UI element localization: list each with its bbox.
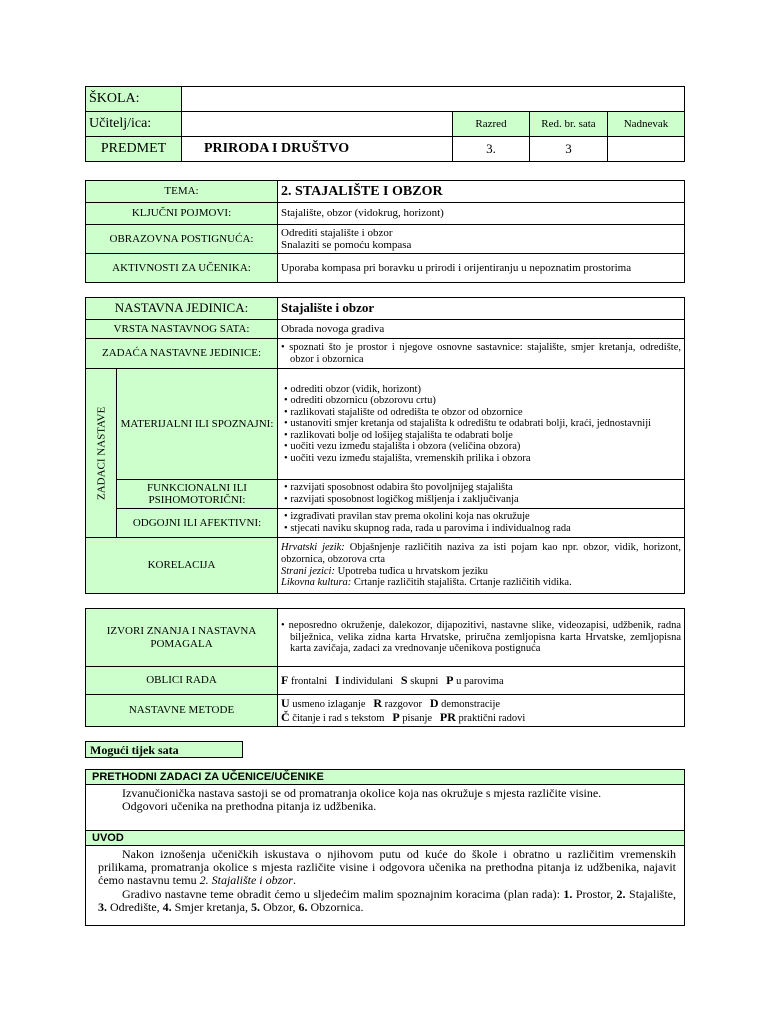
korelacija-strani-text: Upotreba tuđica u hrvatskom jeziku bbox=[334, 565, 489, 577]
prethodni-zadaci-heading: PRETHODNI ZADACI ZA UČENICE/UČENIKE bbox=[86, 770, 685, 785]
oblik-value: skupni bbox=[410, 675, 439, 687]
plan-num: 3. bbox=[98, 899, 107, 914]
materijalni-item: • uočiti vezu između stajališta, vremenskih prilika i obzora bbox=[281, 453, 681, 465]
funkcionalni-label: FUNKCIONALNI ILI PSIHOMOTORIČNI: bbox=[117, 480, 278, 509]
korelacija-label: KORELACIJA bbox=[86, 538, 278, 594]
funkcionalni-list bbox=[278, 480, 685, 509]
odgojni-list bbox=[278, 509, 685, 538]
plan-item: Prostor, bbox=[575, 886, 614, 901]
korelacija-likovna-title: Likovna kultura: bbox=[281, 577, 352, 589]
metoda-value: praktični radovi bbox=[458, 712, 526, 724]
metoda-key: U bbox=[281, 695, 290, 710]
oblik-value: u parovima bbox=[456, 675, 504, 687]
metoda-value: pisanje bbox=[402, 712, 433, 724]
plan-num: 5. bbox=[250, 899, 260, 914]
ucitelj-label: Učitelj/ica: bbox=[86, 112, 182, 137]
materijalni-list bbox=[278, 369, 685, 480]
predmet-label: PREDMET bbox=[86, 137, 182, 162]
razred-value: 3. bbox=[453, 137, 530, 162]
ucitelj-value[interactable] bbox=[182, 112, 453, 137]
nastavne-metode-label: NASTAVNE METODE bbox=[86, 695, 278, 727]
oblici-rada-value bbox=[278, 667, 685, 695]
izvori-label: IZVORI ZNANJA I NASTAVNA POMAGALA bbox=[86, 609, 278, 667]
metoda-key: Č bbox=[281, 709, 290, 724]
materijalni-item: • ustanoviti smjer kretanja od stajališta k odredištu te odabrati bolji, kraći, jednostavniji bbox=[281, 418, 681, 430]
nastavna-jedinica-label: NASTAVNA JEDINICA: bbox=[86, 298, 278, 320]
korelacija-strani-title: Strani jezici: bbox=[281, 565, 335, 577]
postignuce-2: Snalaziti se pomoću kompasa bbox=[281, 239, 412, 251]
uvod-body bbox=[86, 846, 685, 926]
prethodni-p2: Odgovori učenika na prethodna pitanja iz udžbenika. bbox=[122, 799, 377, 814]
red-br-sata-value: 3 bbox=[530, 137, 608, 162]
obrazovna-postignuca-label: OBRAZOVNA POSTIGNUĆA: bbox=[86, 225, 278, 254]
kljucni-pojmovi-label: KLJUČNI POJMOVI: bbox=[86, 203, 278, 225]
skola-label: ŠKOLA: bbox=[86, 87, 182, 112]
plan-item: Obzornica. bbox=[310, 899, 364, 914]
metoda-key: D bbox=[429, 695, 439, 710]
plan-item: Smjer kretanja, bbox=[174, 899, 248, 914]
tijek-sata-title: Mogući tijek sata bbox=[85, 741, 243, 758]
skola-value[interactable] bbox=[182, 87, 685, 112]
korelacija-likovna-text: Crtanje različitih stajališta. Crtanje različitih vidika. bbox=[351, 577, 572, 589]
materijalni-item: • uočiti vezu između stajališta i obzora (veličina obzora) bbox=[281, 441, 681, 453]
uvod-p1c: . bbox=[292, 873, 296, 888]
plan-item: Stajalište, bbox=[629, 886, 677, 901]
metoda-key: PR bbox=[439, 709, 456, 724]
oblici-rada-label: OBLICI RADA bbox=[86, 667, 278, 695]
izvori-table bbox=[85, 608, 685, 727]
metoda-key: P bbox=[392, 709, 400, 724]
plan-num: 6. bbox=[298, 899, 308, 914]
plan-item: Odredište, bbox=[110, 899, 160, 914]
tema-value: 2. STAJALIŠTE I OBZOR bbox=[278, 181, 685, 203]
tema-table bbox=[85, 180, 685, 283]
metoda-value: razgovor bbox=[384, 698, 422, 710]
aktivnosti-label: AKTIVNOSTI ZA UČENIKA: bbox=[86, 254, 278, 283]
tema-label: TEMA: bbox=[86, 181, 278, 203]
funkcionalni-item: • razvijati sposobnost odabira što povoljnijeg stajališta bbox=[281, 482, 681, 494]
uvod-heading: UVOD bbox=[86, 831, 685, 846]
materijalni-label: MATERIJALNI ILI SPOZNAJNI: bbox=[117, 369, 278, 480]
tijek-sata-table bbox=[85, 769, 685, 926]
plan-num: 2. bbox=[616, 886, 626, 901]
korelacija-hrvatski-text: Objašnjenje različitih naziva za isti pojam kao npr. obzor, vidik, horizont, obzornica, obzorova crta bbox=[281, 542, 682, 565]
obrazovna-postignuca-value bbox=[278, 225, 685, 254]
nastavna-jedinica-table bbox=[85, 297, 685, 594]
uvod-p1a: Nakon iznošenja učeničkih iskustava o njihovom putu od kuće do škole i obratno u različitim vremenskih prilikama, promatranja okolice s mjesta različite visine i odgovora učenika na prethodna pitanja iz udžbenika, najavit ćemo nastavnu temu bbox=[98, 847, 676, 888]
zadaca-label: ZADAĆA NASTAVNE JEDINICE: bbox=[86, 339, 278, 369]
metoda-value: usmeno izlaganje bbox=[292, 698, 366, 710]
plan-num: 4. bbox=[162, 899, 172, 914]
materijalni-item: • razlikovati stajalište od odredišta te obzor od obzornice bbox=[281, 407, 681, 419]
aktivnosti-value: Uporaba kompasa pri boravku u prirodi i orijentiranju u nepoznatim prostorima bbox=[278, 254, 685, 283]
odgojni-item: • izgrađivati pravilan stav prema okolini koja nas okružuje bbox=[281, 511, 681, 523]
plan-item: Obzor, bbox=[262, 899, 296, 914]
nastavna-jedinica-value: Stajalište i obzor bbox=[278, 298, 685, 320]
materijalni-item: • razlikovati bolje od lošijeg stajališta te odabrati bolje bbox=[281, 430, 681, 442]
vrsta-sata-label: VRSTA NASTAVNOG SATA: bbox=[86, 320, 278, 339]
materijalni-item: • odrediti obzor (vidik, horizont) bbox=[281, 384, 681, 396]
funkcionalni-item: • razvijati sposobnost logičkog mišljenja i zaključivanja bbox=[281, 494, 681, 506]
metoda-value: čitanje i rad s tekstom bbox=[292, 712, 385, 724]
vrsta-sata-value: Obrada novoga gradiva bbox=[278, 320, 685, 339]
zadaca-value: • spoznati što je prostor i njegove osnovne sastavnice: stajalište, smjer kretanja, odredište, obzor i obzornica bbox=[278, 339, 685, 369]
predmet-value: PRIRODA I DRUŠTVO bbox=[182, 137, 453, 162]
header-table bbox=[85, 86, 685, 162]
kljucni-pojmovi-value: Stajalište, obzor (vidokrug, horizont) bbox=[278, 203, 685, 225]
odgojni-label: ODGOJNI ILI AFEKTIVNI: bbox=[117, 509, 278, 538]
korelacija-value bbox=[278, 538, 685, 594]
oblik-key: S bbox=[400, 672, 408, 687]
nadnevak-label: Nadnevak bbox=[608, 112, 685, 137]
oblik-key: I bbox=[335, 672, 340, 687]
odgojni-item: • stjecati naviku skupnog rada, rada u parovima i individualnog rada bbox=[281, 523, 681, 535]
nastavne-metode-value bbox=[278, 695, 685, 727]
uvod-p1b: 2. Stajalište i obzor bbox=[199, 873, 293, 888]
oblik-value: frontalni bbox=[290, 675, 328, 687]
oblik-key: F bbox=[281, 672, 289, 687]
nadnevak-value[interactable] bbox=[608, 137, 685, 162]
korelacija-hrvatski-title: Hrvatski jezik: bbox=[281, 542, 345, 554]
uvod-p2: Gradivo nastavne teme obradit ćemo u sljedećim malim spoznajnim koracima (plan rada): bbox=[122, 886, 560, 901]
plan-num: 1. bbox=[563, 886, 573, 901]
postignuce-1: Odrediti stajalište i obzor bbox=[281, 226, 393, 239]
metoda-key: R bbox=[373, 695, 383, 710]
materijalni-item: • odrediti obzornicu (obzorovu crtu) bbox=[281, 395, 681, 407]
zadaci-nastave-label: ZADACI NASTAVE bbox=[86, 369, 117, 538]
red-br-sata-label: Red. br. sata bbox=[530, 112, 608, 137]
oblik-value: individulani bbox=[342, 675, 394, 687]
prethodni-zadaci-body bbox=[86, 785, 685, 831]
oblik-key: P bbox=[446, 672, 454, 687]
prethodni-p1: Izvanučionička nastava sastoji se od promatranja okolice koja nas okružuje s mjesta različite visine. bbox=[122, 786, 602, 800]
izvori-value: • neposredno okruženje, dalekozor, dijapozitivi, nastavne slike, videozapisi, udžbenik, radna bilježnica, velika zidna karta Hrvatske, priručna zemljopisna karta Hrvatske, zemljopisna karta zavičaja, zadaci za vrednovanje učenikova postignuća bbox=[278, 609, 685, 667]
metoda-value: demonstracije bbox=[441, 698, 501, 710]
razred-label: Razred bbox=[453, 112, 530, 137]
